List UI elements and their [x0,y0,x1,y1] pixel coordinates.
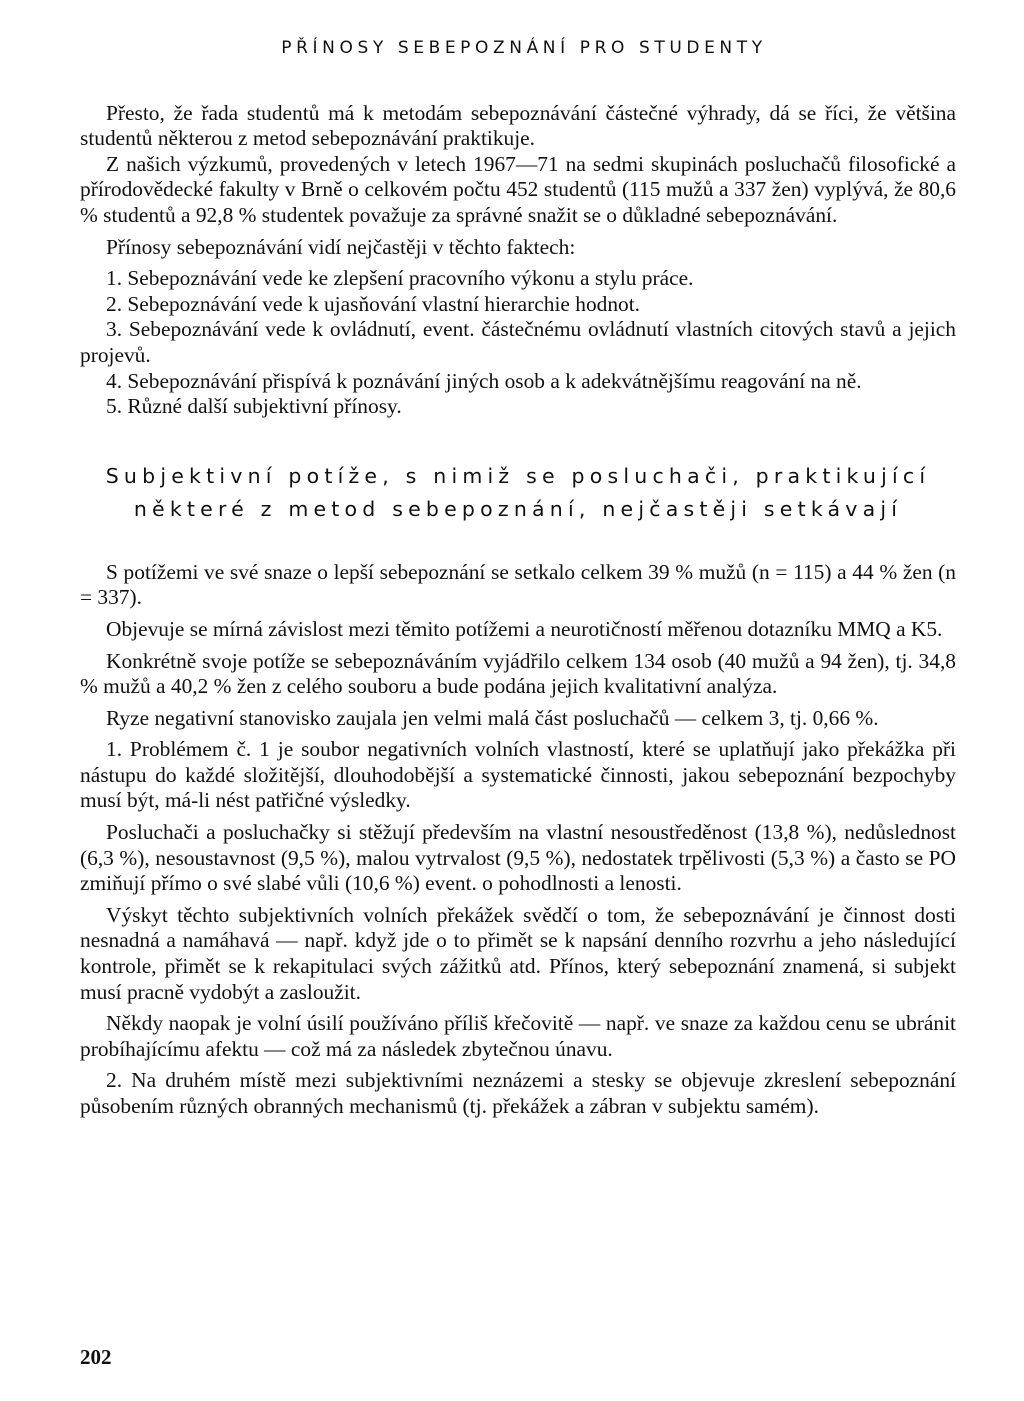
benefit-item: 4. Sebepoznávání přispívá k poznávání jiných osob a k adekvátnějšímu reagování na ně. [106,368,862,393]
benefit-item: 5. Různé další subjektivní přínosy. [106,394,402,419]
page-number: 202 [80,1345,112,1369]
section-heading-line: některé z metod sebepoznání, nejčastěji setkávají [133,496,903,521]
body-paragraph: Posluchači a posluchačky si stěžují především na vlastní nesoustředěnost (13,8 %), nedůslednost (6,3 %), nesoustavnost (9,5 %), malou vytrvalost (9,5 %), nedostatek trpělivosti (5,3 %) a často se PO zmiňují přímo o své slabé vůli (10,6 %) event. o pohodlnosti a lenosti. [80,820,956,896]
benefit-item: 1. Sebepoznávání vede ke zlepšení pracovního výkonu a stylu práce. [106,266,694,291]
section-heading [80,460,956,526]
body-paragraph: Výskyt těchto subjektivních volních překážek svědčí o tom, že sebepoznávání je činnost dosti nesnadná a namáhavá — např. když jde o to přimět se k napsání denního rozvrhu a jeho následující kontrole, přimět se k rekapitulaci svých zážitků atd. Přínos, který sebepoznání znamená, si subjekt musí pracně vydobýt a zasloužit. [80,902,956,1004]
body-paragraph: 2. Na druhém místě mezi subjektivními neznázemi a stesky se objevuje zkreslení sebepoznání působením různých obranných mechanismů (tj. překážek a zábran v subjektu samém). [80,1068,956,1118]
benefit-item: 2. Sebepoznávání vede k ujasňování vlastní hierarchie hodnot. [106,291,641,316]
intro-paragraph: Přínosy sebepoznávání vidí nejčastěji v těchto faktech: [106,234,576,259]
intro-paragraph: Z našich výzkumů, provedených v letech 1967—71 na sedmi skupinách posluchačů filosofické a přírodovědecké fakulty v Brně o celkovém počtu 452 studentů (115 mužů a 337 žen) vyplývá, že 80,6 % studentů a 92,8 % studentek považuje za správné snažit se o důkladné sebepoznávání. [80,151,956,227]
body-paragraph: Ryze negativní stanovisko zaujala jen velmi malá část posluchačů — celkem 3, tj. 0,66 %. [106,705,879,730]
body-paragraph: Někdy naopak je volní úsilí používáno příliš křečovitě — např. ve snaze za každou cenu se ubránit probíhajícímu afektu — což má za následek zbytečnou únavu. [80,1011,956,1061]
running-head: PŘÍNOSY SEBEPOZNÁNÍ PRO STUDENTY [281,38,767,58]
intro-paragraph: Přesto, že řada studentů má k metodám sebepoznávání částečné výhrady, dá se říci, že většina studentů některou z metod sebepoznávání praktikuje. [80,100,956,151]
body-paragraph: S potížemi ve své snaze o lepší sebepoznání se setkalo celkem 39 % mužů (n = 115) a 44 % žen (n = 337). [80,559,956,610]
body-paragraph: 1. Problémem č. 1 je soubor negativních volních vlastností, které se uplatňují jako překážka při nástupu do každé složitější, dlouhodobější a systematické činnosti, jakou sebepoznání bezpochyby musí být, má-li nést patřičné výsledky. [80,737,956,813]
section-heading-line: Subjektivní potíže, s nimiž se posluchači, praktikující [105,463,931,488]
benefit-item: 3. Sebepoznávání vede k ovládnutí, event. částečnému ovládnutí vlastních citových stavů a jejich projevů. [80,317,956,367]
body-paragraph: Konkrétně svoje potíže se sebepoznáváním vyjádřilo celkem 134 osob (40 mužů a 94 žen), tj. 34,8 % mužů a 40,2 % žen z celého souboru a bude podána jejich kvalitativní analýza. [80,648,956,699]
body-paragraph: Objevuje se mírná závislost mezi těmito potížemi a neurotičností měřenou dotazníku MMQ a K5. [106,616,943,641]
